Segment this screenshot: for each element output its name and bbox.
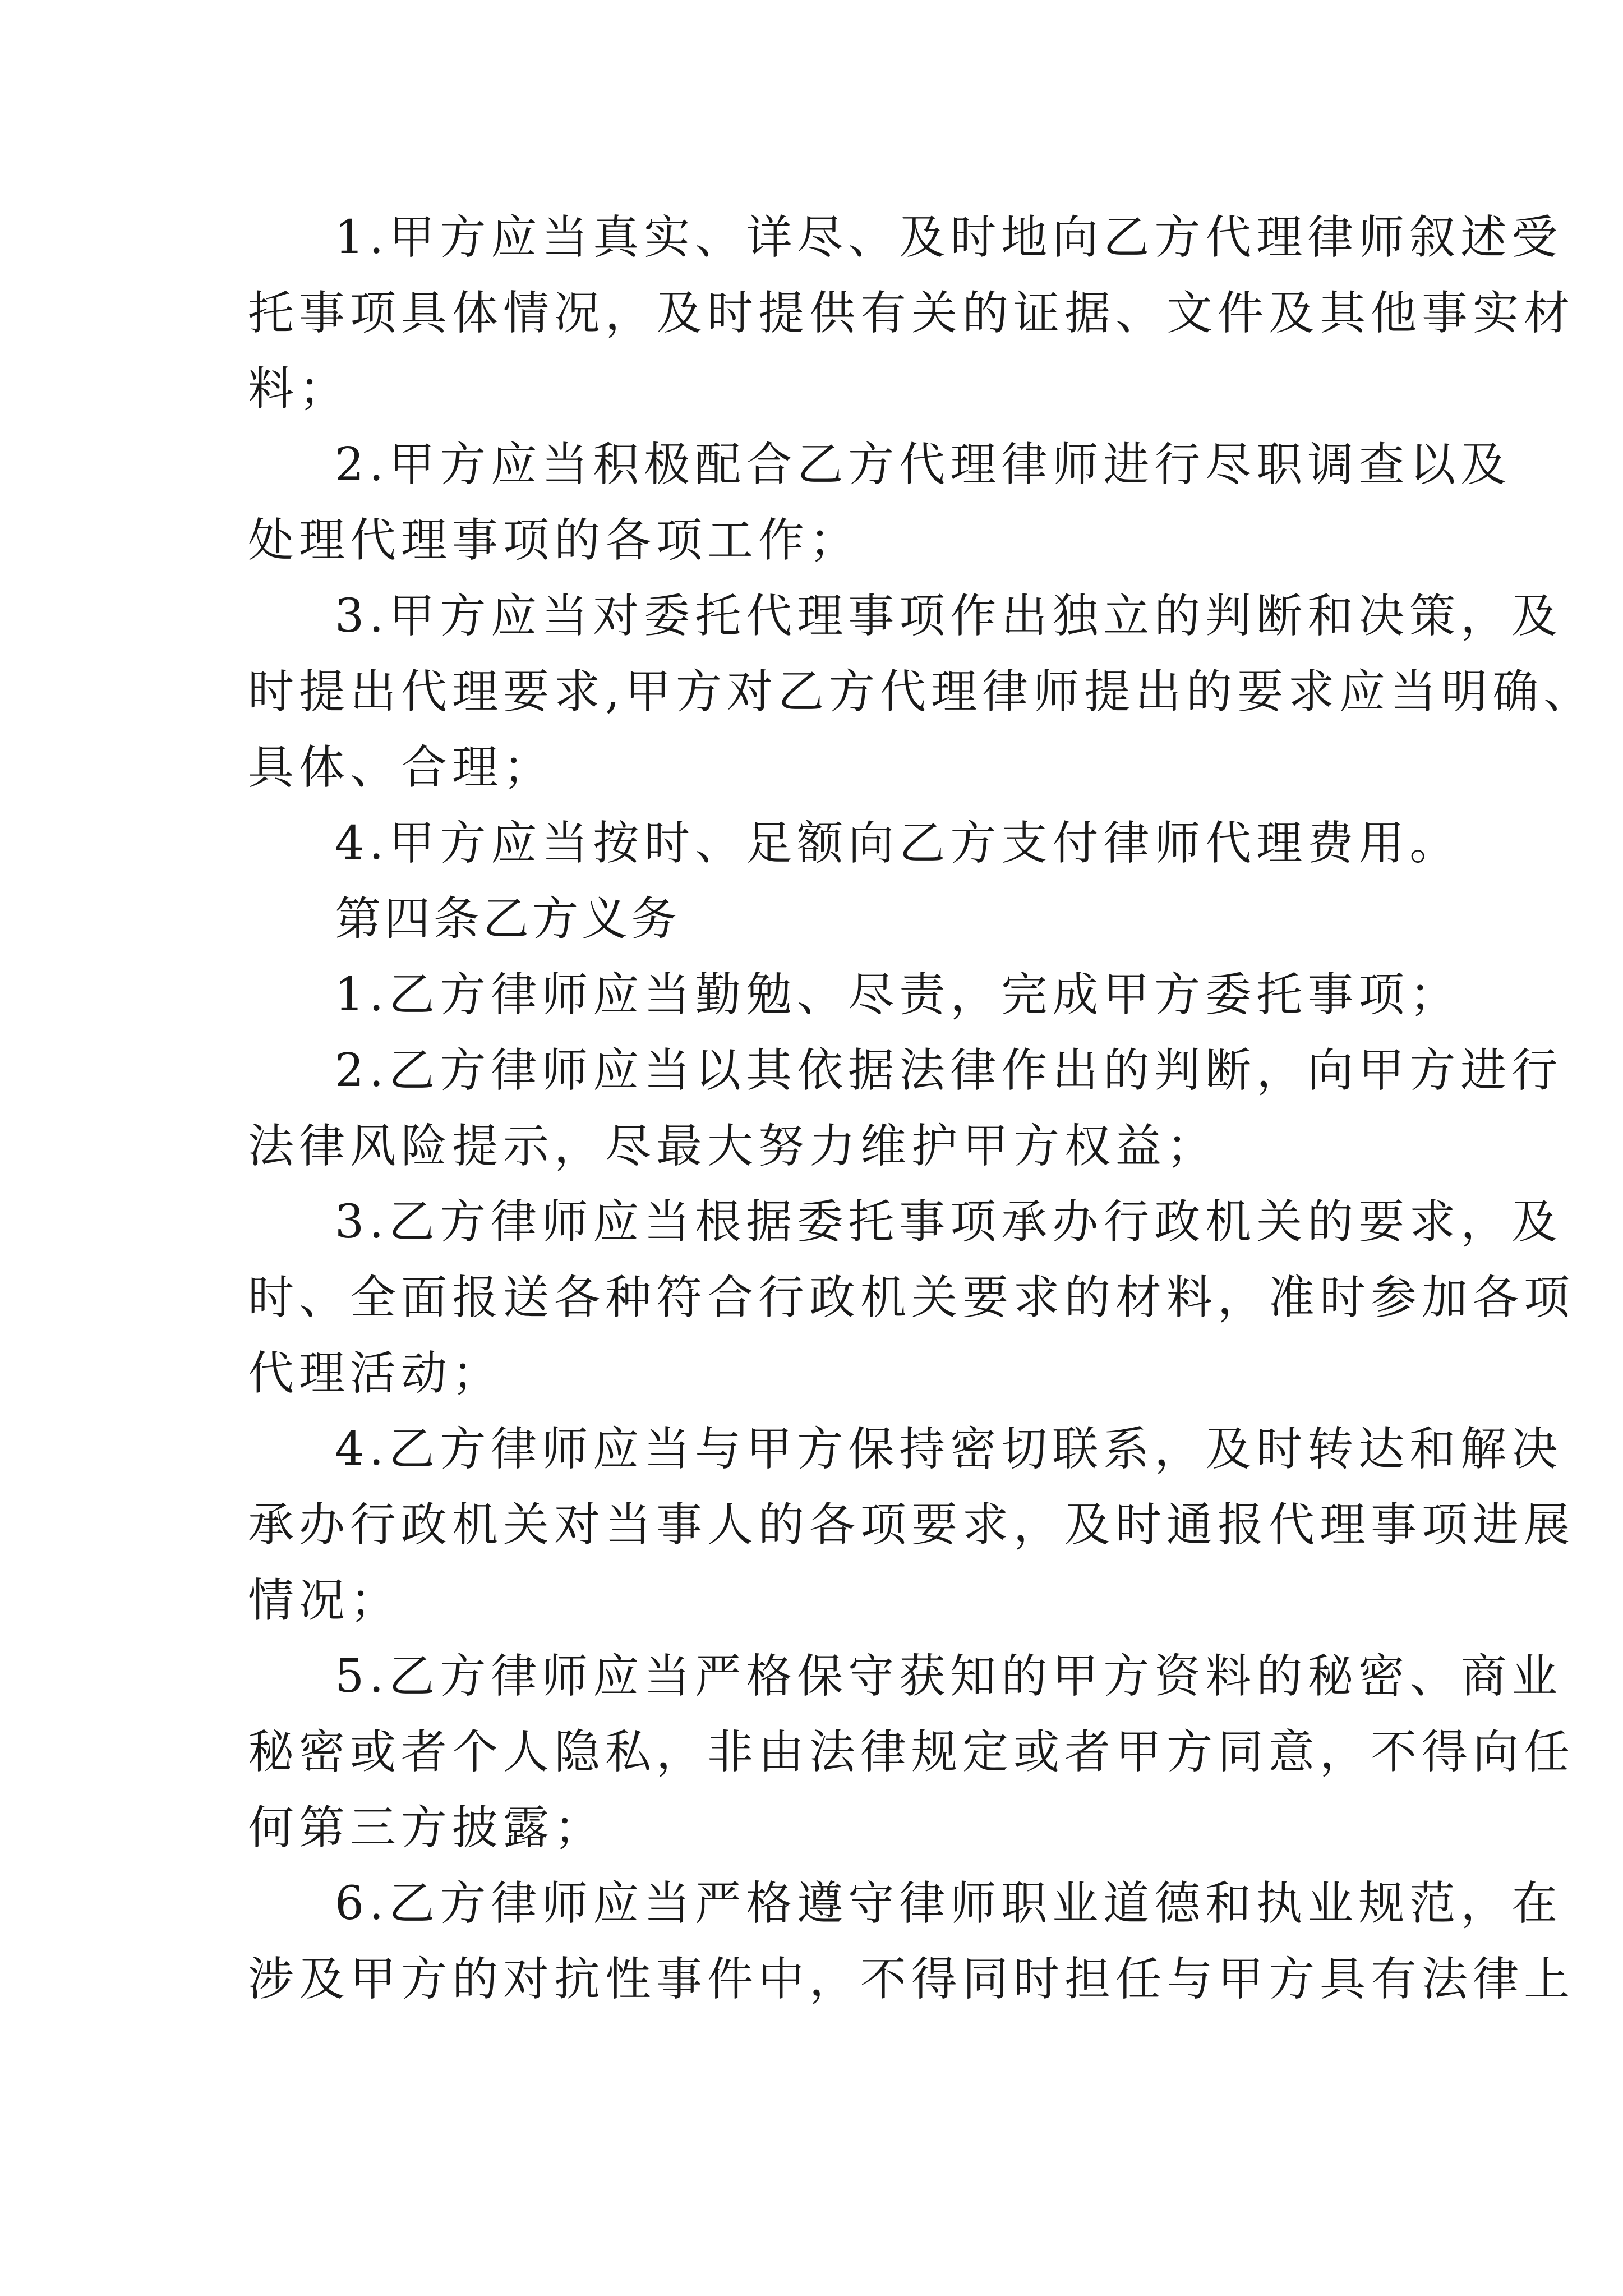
paragraph-line: 4.乙方律师应当与甲方保持密切联系，及时转达和解决 [335,1423,1563,1476]
paragraph-line: 代理活动； [248,1347,504,1400]
paragraph-line: 5.乙方律师应当严格保守获知的甲方资料的秘密、商业 [335,1650,1563,1703]
paragraph-line: 1.甲方应当真实、详尽、及时地向乙方代理律师叙述受 [335,211,1563,264]
paragraph-line: 时提出代理要求,甲方对乙方代理律师提出的要求应当明确、 [248,665,1595,719]
paragraph-line: 2.甲方应当积极配合乙方代理律师进行尽职调查以及 [335,438,1512,491]
paragraph-line: 4.甲方应当按时、足额向乙方支付律师代理费用。 [335,817,1461,870]
paragraph-party-a-obligation-1 [248,200,1575,427]
paragraph-party-b-obligation-1 [248,957,1461,1033]
paragraph-line: 3.乙方律师应当根据委托事项承办行政机关的要求，及 [335,1195,1563,1249]
paragraph-line: 具体、合理； [248,741,555,794]
paragraph-line: 托事项具体情况，及时提供有关的证据、文件及其他事实材 [248,287,1575,340]
paragraph-party-a-obligation-4 [248,806,1461,881]
paragraph-line: 涉及甲方的对抗性事件中，不得同时担任与甲方具有法律上 [248,1953,1575,2006]
paragraph-line: 6.乙方律师应当严格遵守律师职业道德和执业规范，在 [335,1877,1563,1930]
paragraph-party-b-obligation-4 [248,1411,1575,1639]
section-heading-text: 第四条乙方义务 [335,892,681,946]
document-body [248,200,1595,2017]
paragraph-line: 法律风险提示，尽最大努力维护甲方权益； [248,1120,1218,1173]
paragraph-party-b-obligation-6 [248,1866,1575,2017]
paragraph-line: 时、全面报送各种符合行政机关要求的材料，准时参加各项 [248,1271,1575,1324]
paragraph-line: 1.乙方律师应当勤勉、尽责，完成甲方委托事项； [335,968,1461,1022]
paragraph-line: 承办行政机关对当事人的各项要求，及时通报代理事项进展 [248,1498,1575,1552]
paragraph-line: 2.乙方律师应当以其依据法律作出的判断，向甲方进行 [335,1044,1563,1097]
section-heading-party-b-obligations [248,881,1386,957]
paragraph-line: 料； [248,362,351,416]
paragraph-party-b-obligation-2 [248,1033,1563,1184]
paragraph-line: 情况； [248,1574,402,1627]
paragraph-party-a-obligation-2 [248,427,1512,578]
paragraph-line: 3.甲方应当对委托代理事项作出独立的判断和决策，及 [335,590,1563,643]
paragraph-party-b-obligation-3 [248,1184,1575,1411]
paragraph-line: 秘密或者个人隐私，非由法律规定或者甲方同意，不得向任 [248,1726,1575,1779]
paragraph-line: 何第三方披露； [248,1801,606,1855]
paragraph-party-a-obligation-3 [248,578,1595,806]
paragraph-party-b-obligation-5 [248,1639,1575,1866]
paragraph-line: 处理代理事项的各项工作； [248,514,861,567]
